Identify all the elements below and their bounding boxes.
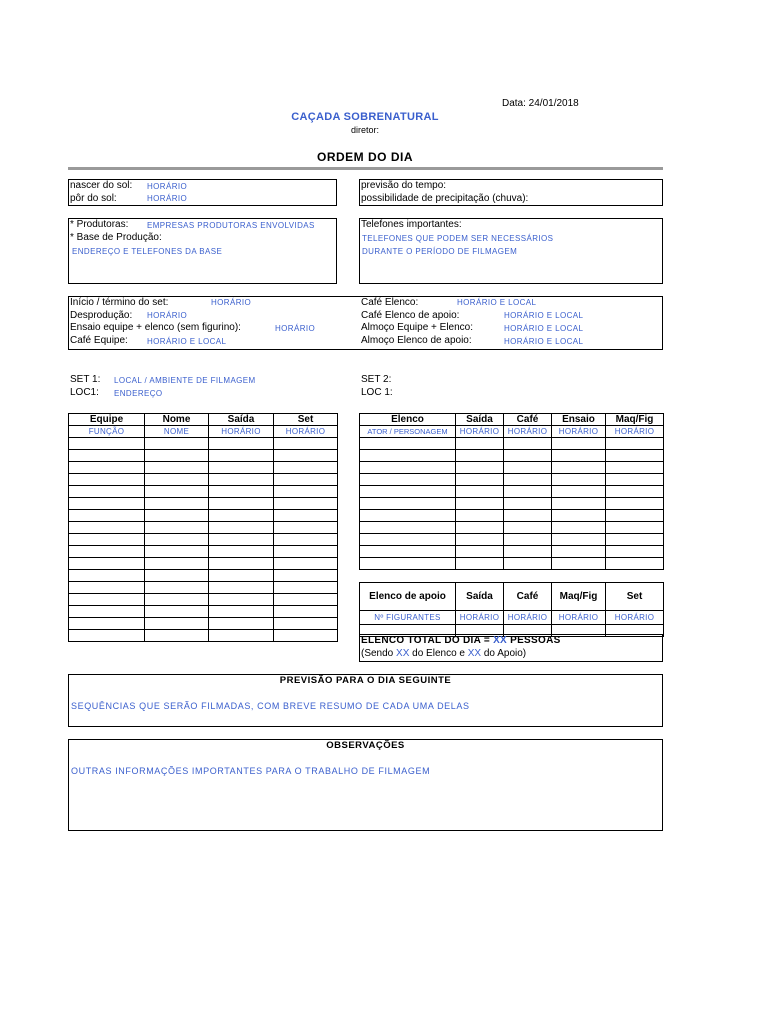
crew-header-set: Set [274,414,338,426]
table-cell [145,606,209,618]
table-cell [274,510,338,522]
title-divider [68,167,663,170]
table-row [69,570,338,582]
crew-name-cell: NOME [145,426,209,438]
total-cast-count: XX [493,635,508,646]
table-cell [145,570,209,582]
table-cell [552,546,606,558]
table-cell [274,570,338,582]
table-cell [504,510,552,522]
table-cell [69,546,145,558]
rehearsal-value: HORÁRIO [275,324,316,333]
table-cell [69,438,145,450]
total-cast-breakdown [361,648,526,660]
table-cell [504,438,552,450]
table-cell [552,450,606,462]
table-row [69,630,338,642]
cast-table [359,413,664,570]
table-row [69,534,338,546]
table-cell [209,606,274,618]
crew-header-departure: Saída [209,414,274,426]
table-cell [456,462,504,474]
table-cell [69,462,145,474]
wrap-label: Desprodução: [70,310,133,321]
table-cell [69,594,145,606]
table-cell [209,534,274,546]
next-day-box [68,674,663,727]
document-date: Data: 24/01/2018 [502,98,579,109]
table-cell [360,438,456,450]
table-cell [360,546,456,558]
table-row [360,450,664,462]
table-cell [69,570,145,582]
sun-times-box [68,179,337,206]
sunset-value: HORÁRIO [147,194,188,203]
table-row [360,438,664,450]
loc1-value: ENDEREÇO [114,389,163,398]
lunch-value: HORÁRIO E LOCAL [504,324,584,333]
table-cell [606,510,664,522]
breakdown-part-b: do Elenco e [409,648,468,659]
cast-departure-cell: HORÁRIO [456,426,504,438]
phones-box [359,218,663,284]
table-cell [504,450,552,462]
table-cell [552,438,606,450]
cast-header-coffee: Café [504,414,552,426]
support-cast-table [359,582,664,637]
table-cell [145,486,209,498]
cast-rehearsal-cell: HORÁRIO [552,426,606,438]
table-cell [209,630,274,642]
table-cell [145,546,209,558]
table-row [69,522,338,534]
table-cell [209,486,274,498]
cast-coffee-label: Café Elenco: [361,297,419,308]
schedule-box [68,296,663,350]
table-cell [606,498,664,510]
sunset-label: pôr do sol: [70,193,117,204]
director-label: diretor: [350,125,379,135]
support-lunch-label: Almoço Elenco de apoio: [361,335,472,346]
table-cell [145,534,209,546]
table-cell [209,474,274,486]
breakdown-part-c: do Apoio) [481,648,527,659]
table-cell [456,474,504,486]
table-cell [456,498,504,510]
table-cell [552,486,606,498]
table-cell [360,558,456,570]
table-row [69,606,338,618]
table-cell [552,558,606,570]
crew-coffee-label: Café Equipe: [70,335,128,346]
table-cell [606,534,664,546]
set2-label: SET 2: [361,374,392,385]
table-cell [145,450,209,462]
table-row [360,522,664,534]
table-cell [69,618,145,630]
table-cell [606,558,664,570]
rehearsal-label: Ensaio equipe + elenco (sem figurino): [70,322,241,333]
table-cell [69,558,145,570]
table-row [69,582,338,594]
table-row [69,510,338,522]
support-header-set: Set [606,583,664,611]
table-cell [504,486,552,498]
notes-box [68,739,663,831]
table-cell [69,534,145,546]
breakdown-support-count: XX [467,648,482,659]
table-row [69,426,338,438]
set-start-end-label: Início / término do set: [70,297,169,308]
table-cell [274,618,338,630]
cast-makeup-cell: HORÁRIO [606,426,664,438]
support-coffee-cell: HORÁRIO [504,611,552,625]
table-row [360,486,664,498]
cast-header-actor: Elenco [360,414,456,426]
production-box [68,218,337,284]
table-row [360,498,664,510]
table-row [360,611,664,625]
table-cell [69,450,145,462]
notes-title: OBSERVAÇÕES [326,740,405,751]
table-row [69,486,338,498]
table-cell [360,450,456,462]
table-cell [209,462,274,474]
base-label: * Base de Produção: [70,232,162,243]
crew-coffee-value: HORÁRIO E LOCAL [147,337,227,346]
table-row [360,474,664,486]
table-cell [145,498,209,510]
table-cell [145,594,209,606]
table-row [360,558,664,570]
table-cell [274,606,338,618]
table-row [69,594,338,606]
wrap-value: HORÁRIO [147,311,188,320]
breakdown-cast-count: XX [396,648,410,659]
set1-label: SET 1: [70,374,101,385]
rain-label: possibilidade de precipitação (chuva): [361,193,529,204]
table-cell [69,630,145,642]
table-cell [504,558,552,570]
document-title: ORDEM DO DIA [317,150,413,164]
table-cell [274,462,338,474]
table-cell [145,510,209,522]
table-row [69,474,338,486]
table-cell [606,546,664,558]
table-row [69,438,338,450]
table-cell [274,450,338,462]
table-row [360,546,664,558]
table-cell [69,510,145,522]
table-row [360,534,664,546]
table-cell [69,498,145,510]
support-header-coffee: Café [504,583,552,611]
table-cell [456,450,504,462]
set1-value: LOCAL / AMBIENTE DE FILMAGEM [114,376,256,385]
table-cell [456,534,504,546]
phones-line-1: TELEFONES QUE PODEM SER NECESSÁRIOS [362,234,554,243]
table-cell [552,534,606,546]
table-cell [504,462,552,474]
total-cast-box [359,634,663,662]
table-cell [209,618,274,630]
support-set-cell: HORÁRIO [606,611,664,625]
table-cell [209,546,274,558]
support-departure-cell: HORÁRIO [456,611,504,625]
crew-header-role: Equipe [69,414,145,426]
table-cell [209,438,274,450]
table-cell [274,486,338,498]
phones-line-2: DURANTE O PERÍODO DE FILMAGEM [362,247,518,256]
total-cast-line [361,635,561,647]
table-cell [552,474,606,486]
table-cell [504,498,552,510]
table-cell [145,438,209,450]
table-cell [145,618,209,630]
table-row [69,618,338,630]
table-row [69,498,338,510]
crew-departure-cell: HORÁRIO [209,426,274,438]
table-cell [504,522,552,534]
forecast-label: previsão do tempo: [361,180,447,191]
support-header-extras: Elenco de apoio [360,583,456,611]
table-cell [456,558,504,570]
table-cell [552,498,606,510]
support-coffee-label: Café Elenco de apoio: [361,310,460,321]
table-cell [274,534,338,546]
sunrise-label: nascer do sol: [70,180,133,191]
table-cell [209,510,274,522]
table-row [69,462,338,474]
total-cast-prefix: ELENCO TOTAL DO DIA = [361,635,494,646]
loc2-label: LOC 1: [361,387,393,398]
table-cell [606,486,664,498]
table-cell [552,510,606,522]
table-cell [504,474,552,486]
crew-set-cell: HORÁRIO [274,426,338,438]
support-makeup-cell: HORÁRIO [552,611,606,625]
weather-box [359,179,663,206]
table-row [69,558,338,570]
producers-value: EMPRESAS PRODUTORAS ENVOLVIDAS [147,221,315,230]
support-lunch-value: HORÁRIO E LOCAL [504,337,584,346]
table-cell [145,558,209,570]
table-cell [606,438,664,450]
cast-header-departure: Saída [456,414,504,426]
table-cell [504,534,552,546]
table-cell [274,582,338,594]
table-cell [360,510,456,522]
table-cell [456,546,504,558]
table-cell [274,474,338,486]
support-extras-cell: Nº FIGURANTES [360,611,456,625]
table-cell [606,474,664,486]
cast-actor-cell: ATOR / PERSONAGEM [360,426,456,438]
base-value: ENDEREÇO E TELEFONES DA BASE [72,247,223,256]
crew-header-name: Nome [145,414,209,426]
support-header-departure: Saída [456,583,504,611]
table-cell [606,522,664,534]
table-cell [456,510,504,522]
table-cell [274,522,338,534]
table-cell [145,474,209,486]
table-cell [274,498,338,510]
table-cell [360,462,456,474]
table-cell [360,534,456,546]
table-cell [69,582,145,594]
table-row [360,426,664,438]
table-row [360,462,664,474]
table-cell [274,558,338,570]
table-cell [209,498,274,510]
table-row [69,546,338,558]
total-cast-suffix: PESSOAS [507,635,561,646]
lunch-label: Almoço Equipe + Elenco: [361,322,474,333]
table-cell [552,522,606,534]
table-row [360,510,664,522]
cast-header-rehearsal: Ensaio [552,414,606,426]
table-cell [360,486,456,498]
production-title: CAÇADA SOBRENATURAL [291,111,439,123]
table-cell [209,582,274,594]
table-cell [274,546,338,558]
table-cell [209,558,274,570]
breakdown-part-a: (Sendo [361,648,397,659]
next-day-title: PREVISÃO PARA O DIA SEGUINTE [279,675,452,686]
table-cell [69,522,145,534]
support-header-makeup: Maq/Fig [552,583,606,611]
table-cell [209,594,274,606]
table-cell [274,630,338,642]
cast-header-makeup: Maq/Fig [606,414,664,426]
table-cell [209,450,274,462]
table-cell [456,522,504,534]
table-cell [145,582,209,594]
set-start-end-value: HORÁRIO [211,298,252,307]
notes-text: OUTRAS INFORMAÇÕES IMPORTANTES PARA O TRABALHO DE FILMAGEM [71,766,431,776]
cast-coffee-cell: HORÁRIO [504,426,552,438]
support-coffee-value: HORÁRIO E LOCAL [504,311,584,320]
crew-table [68,413,338,642]
table-cell [504,546,552,558]
table-cell [360,498,456,510]
table-cell [606,450,664,462]
table-cell [274,438,338,450]
table-row [69,450,338,462]
table-cell [145,462,209,474]
table-cell [552,462,606,474]
table-cell [456,486,504,498]
table-cell [69,474,145,486]
table-cell [360,522,456,534]
next-day-text: SEQUÊNCIAS QUE SERÃO FILMADAS, COM BREVE RESUMO DE CADA UMA DELAS [71,701,470,711]
table-cell [145,522,209,534]
table-cell [145,630,209,642]
table-cell [69,606,145,618]
loc1-label: LOC1: [70,387,99,398]
table-cell [209,522,274,534]
phones-label: Telefones importantes: [361,219,462,230]
table-cell [209,570,274,582]
producers-label: * Produtoras: [70,219,129,230]
table-cell [606,462,664,474]
table-cell [69,486,145,498]
table-cell [456,438,504,450]
crew-role-cell: FUNÇÃO [69,426,145,438]
table-cell [360,474,456,486]
sunrise-value: HORÁRIO [147,182,188,191]
table-cell [274,594,338,606]
cast-coffee-value: HORÁRIO E LOCAL [457,298,537,307]
